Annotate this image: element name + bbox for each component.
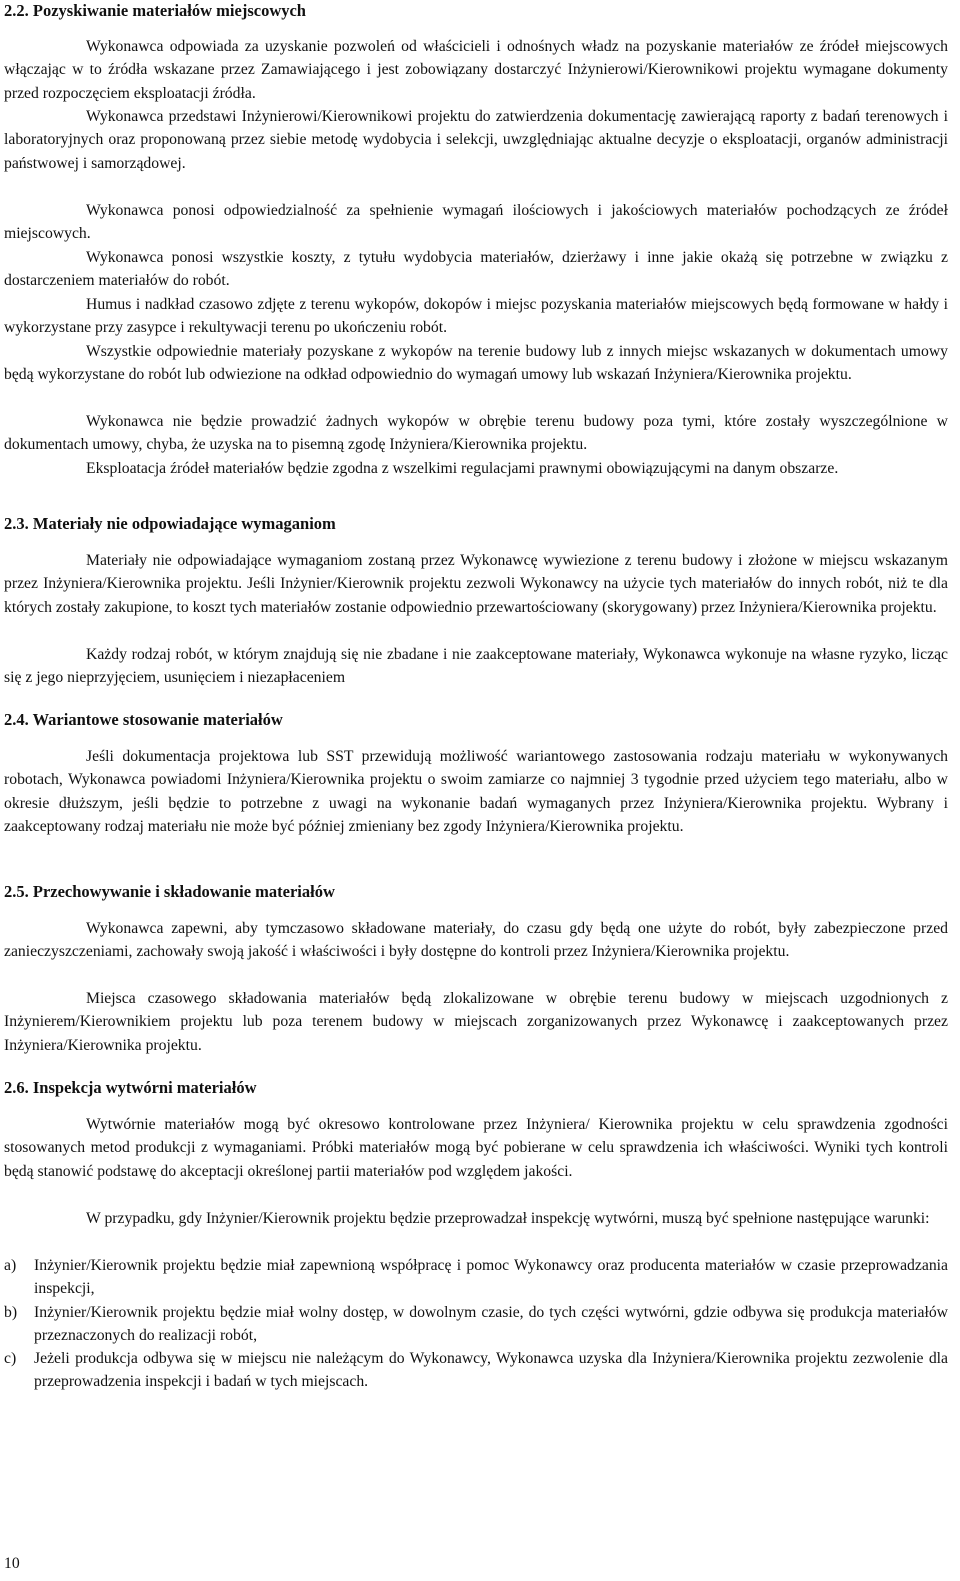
list-marker: a) <box>4 1257 17 1274</box>
list-item-text: Jeżeli produkcja odbywa się w miejscu nie należącym do Wykonawcy, Wykonawca uzyska dla Inżyniera/Kierownika projektu zezwolenie dla przeprowadzenia inspekcji i badań w tych miejscach. <box>34 1350 948 1391</box>
section-2-3-paragraph-1: Materiały nie odpowiadające wymaganiom zostaną przez Wykonawcę wywiezione z terenu budowy i złożone w miejscu wskazanym przez Inżyniera/Kierownika projektu. Jeśli Inżynier/Kierownik projektu zezwoli Wykonawcy na użycie tych materiałów do innych robót, niż te dla których zostały zakupione, to koszt tych materiałów zostanie odpowiednio przewartościowany (skorygowany) przez Inżyniera/Kierownika projektu. <box>4 552 948 616</box>
section-2-2-paragraph-1: Wykonawca odpowiada za uzyskanie pozwoleń od właścicieli i odnośnych władz na pozyskanie materiałów ze źródeł miejscowych włączając w to źródła wskazane przez Zamawiającego i jest zobowiązany dostarczyć Inżynierowi/Kierownikowi projektu wymagane dokumenty przed rozpoczęciem eksploatacji źródła. <box>4 38 948 102</box>
section-2-2-paragraph-5: Humus i nadkład czasowo zdjęte z terenu wykopów, dokopów i miejsc pozyskania materiałów miejscowych będą formowane w hałdy i wykorzystane przy zasypce i rekultywacji terenu po ukończeniu robót. <box>4 296 948 337</box>
section-2-6-heading: 2.6. Inspekcja wytwórni materiałów <box>4 1078 257 1097</box>
section-2-2-paragraph-3: Wykonawca ponosi odpowiedzialność za spełnienie wymagań ilościowych i jakościowych materiałów pochodzących ze źródeł miejscowych. <box>4 202 948 243</box>
page-number: 10 <box>4 1555 20 1572</box>
section-2-5-paragraph-1: Wykonawca zapewni, aby tymczasowo składowane materiały, do czasu gdy będą one użyte do robót, były zabezpieczone przed zanieczyszczeniami, zachowały swoją jakość i właściwości i były dostępne do kontroli przez Inżyniera/Kierownika projektu. <box>4 920 948 961</box>
list-item <box>4 1347 948 1394</box>
list-item-text: Inżynier/Kierownik projektu będzie miał wolny dostęp, w dowolnym czasie, do tych części wytwórni, gdzie odbywa się produkcja materiałów przeznaczonych do realizacji robót, <box>34 1303 948 1344</box>
list-item <box>4 1301 948 1348</box>
section-2-2-paragraph-2: Wykonawca przedstawi Inżynierowi/Kierownikowi projektu do zatwierdzenia dokumentację zawierającą raporty z badań terenowych i laboratoryjnych oraz proponowaną przez siebie metodę wydobycia i selekcji, uwzględniając aktualne decyzje o eksploatacji, organów administracji państwowej i samorządowej. <box>4 108 948 172</box>
list-item <box>4 1254 948 1301</box>
section-2-3-paragraph-2: Każdy rodzaj robót, w którym znajdują się nie zbadane i nie zaakceptowane materiały, Wykonawca wykonuje na własne ryzyko, licząc się z jego nieprzyjęciem, usunięciem i niezapłaceniem <box>4 646 948 687</box>
section-2-2-heading: 2.2. Pozyskiwanie materiałów miejscowych <box>4 1 306 20</box>
inspection-conditions-list <box>4 1254 948 1394</box>
section-2-4-paragraph-1: Jeśli dokumentacja projektowa lub SST przewidują możliwość wariantowego zastosowania rodzaju materiału w wykonywanych robotach, Wykonawca powiadomi Inżyniera/Kierownika projektu o swoim zamiarze co najmniej 3 tygodnie przed użyciem tego materiału, albo w okresie dłuższym, jeśli będzie to potrzebne z uwagi na wykonanie badań wymaganych przez Inżyniera/Kierownika projektu. Wybrany i zaakceptowany rodzaj materiału nie może być później zmieniany bez zgody Inżyniera/Kierownika projektu. <box>4 748 948 835</box>
list-marker: c) <box>4 1350 17 1368</box>
list-marker: b) <box>4 1303 18 1321</box>
section-2-6-paragraph-2: W przypadku, gdy Inżynier/Kierownik projektu będzie przeprowadzał inspekcję wytwórni, muszą być spełnione następujące warunki: <box>86 1210 930 1227</box>
section-2-6-paragraph-1: Wytwórnie materiałów mogą być okresowo kontrolowane przez Inżyniera/ Kierownika projektu w celu sprawdzenia zgodności stosowanych metod produkcji z wymaganiami. Próbki materiałów mogą być pobierane w celu sprawdzenia ich właściwości. Wyniki tych kontroli będą stanowić podstawę do akceptacji określonej partii materiałów pod względem jakości. <box>4 1116 948 1180</box>
section-2-5-paragraph-2: Miejsca czasowego składowania materiałów będą zlokalizowane w obrębie terenu budowy w miejscach uzgodnionych z Inżynierem/Kierownikiem projektu lub poza terenem budowy w miejscach zorganizowanych przez Wykonawcę i zaakceptowanych przez Inżyniera/Kierownika projektu. <box>4 990 948 1054</box>
section-2-5-heading: 2.5. Przechowywanie i składowanie materiałów <box>4 882 335 901</box>
section-2-3-heading: 2.3. Materiały nie odpowiadające wymaganiom <box>4 514 336 533</box>
section-2-2-paragraph-4: Wykonawca ponosi wszystkie koszty, z tytułu wydobycia materiałów, dzierżawy i inne jakie okażą się potrzebne w związku z dostarczeniem materiałów do robót. <box>4 249 948 290</box>
section-2-2-paragraph-8: Eksploatacja źródeł materiałów będzie zgodna z wszelkimi regulacjami prawnymi obowiązującymi na danym obszarze. <box>86 460 839 477</box>
section-2-4-heading: 2.4. Wariantowe stosowanie materiałów <box>4 710 283 729</box>
section-2-2-paragraph-7: Wykonawca nie będzie prowadzić żadnych wykopów w obrębie terenu budowy poza tymi, które zostały wyszczególnione w dokumentach umowy, chyba, że uzyska na to pisemną zgodę Inżyniera/Kierownika projektu. <box>4 413 948 454</box>
list-item-text: Inżynier/Kierownik projektu będzie miał zapewnioną współpracę i pomoc Wykonawcy oraz producenta materiałów w czasie przeprowadzania inspekcji, <box>34 1257 948 1298</box>
section-2-2-paragraph-6: Wszystkie odpowiednie materiały pozyskane z wykopów na terenie budowy lub z innych miejsc wskazanych w dokumentach umowy będą wykorzystane do robót lub odwiezione na odkład odpowiednio do wymagań umowy lub wskazań Inżyniera/Kierownika projektu. <box>4 343 948 384</box>
